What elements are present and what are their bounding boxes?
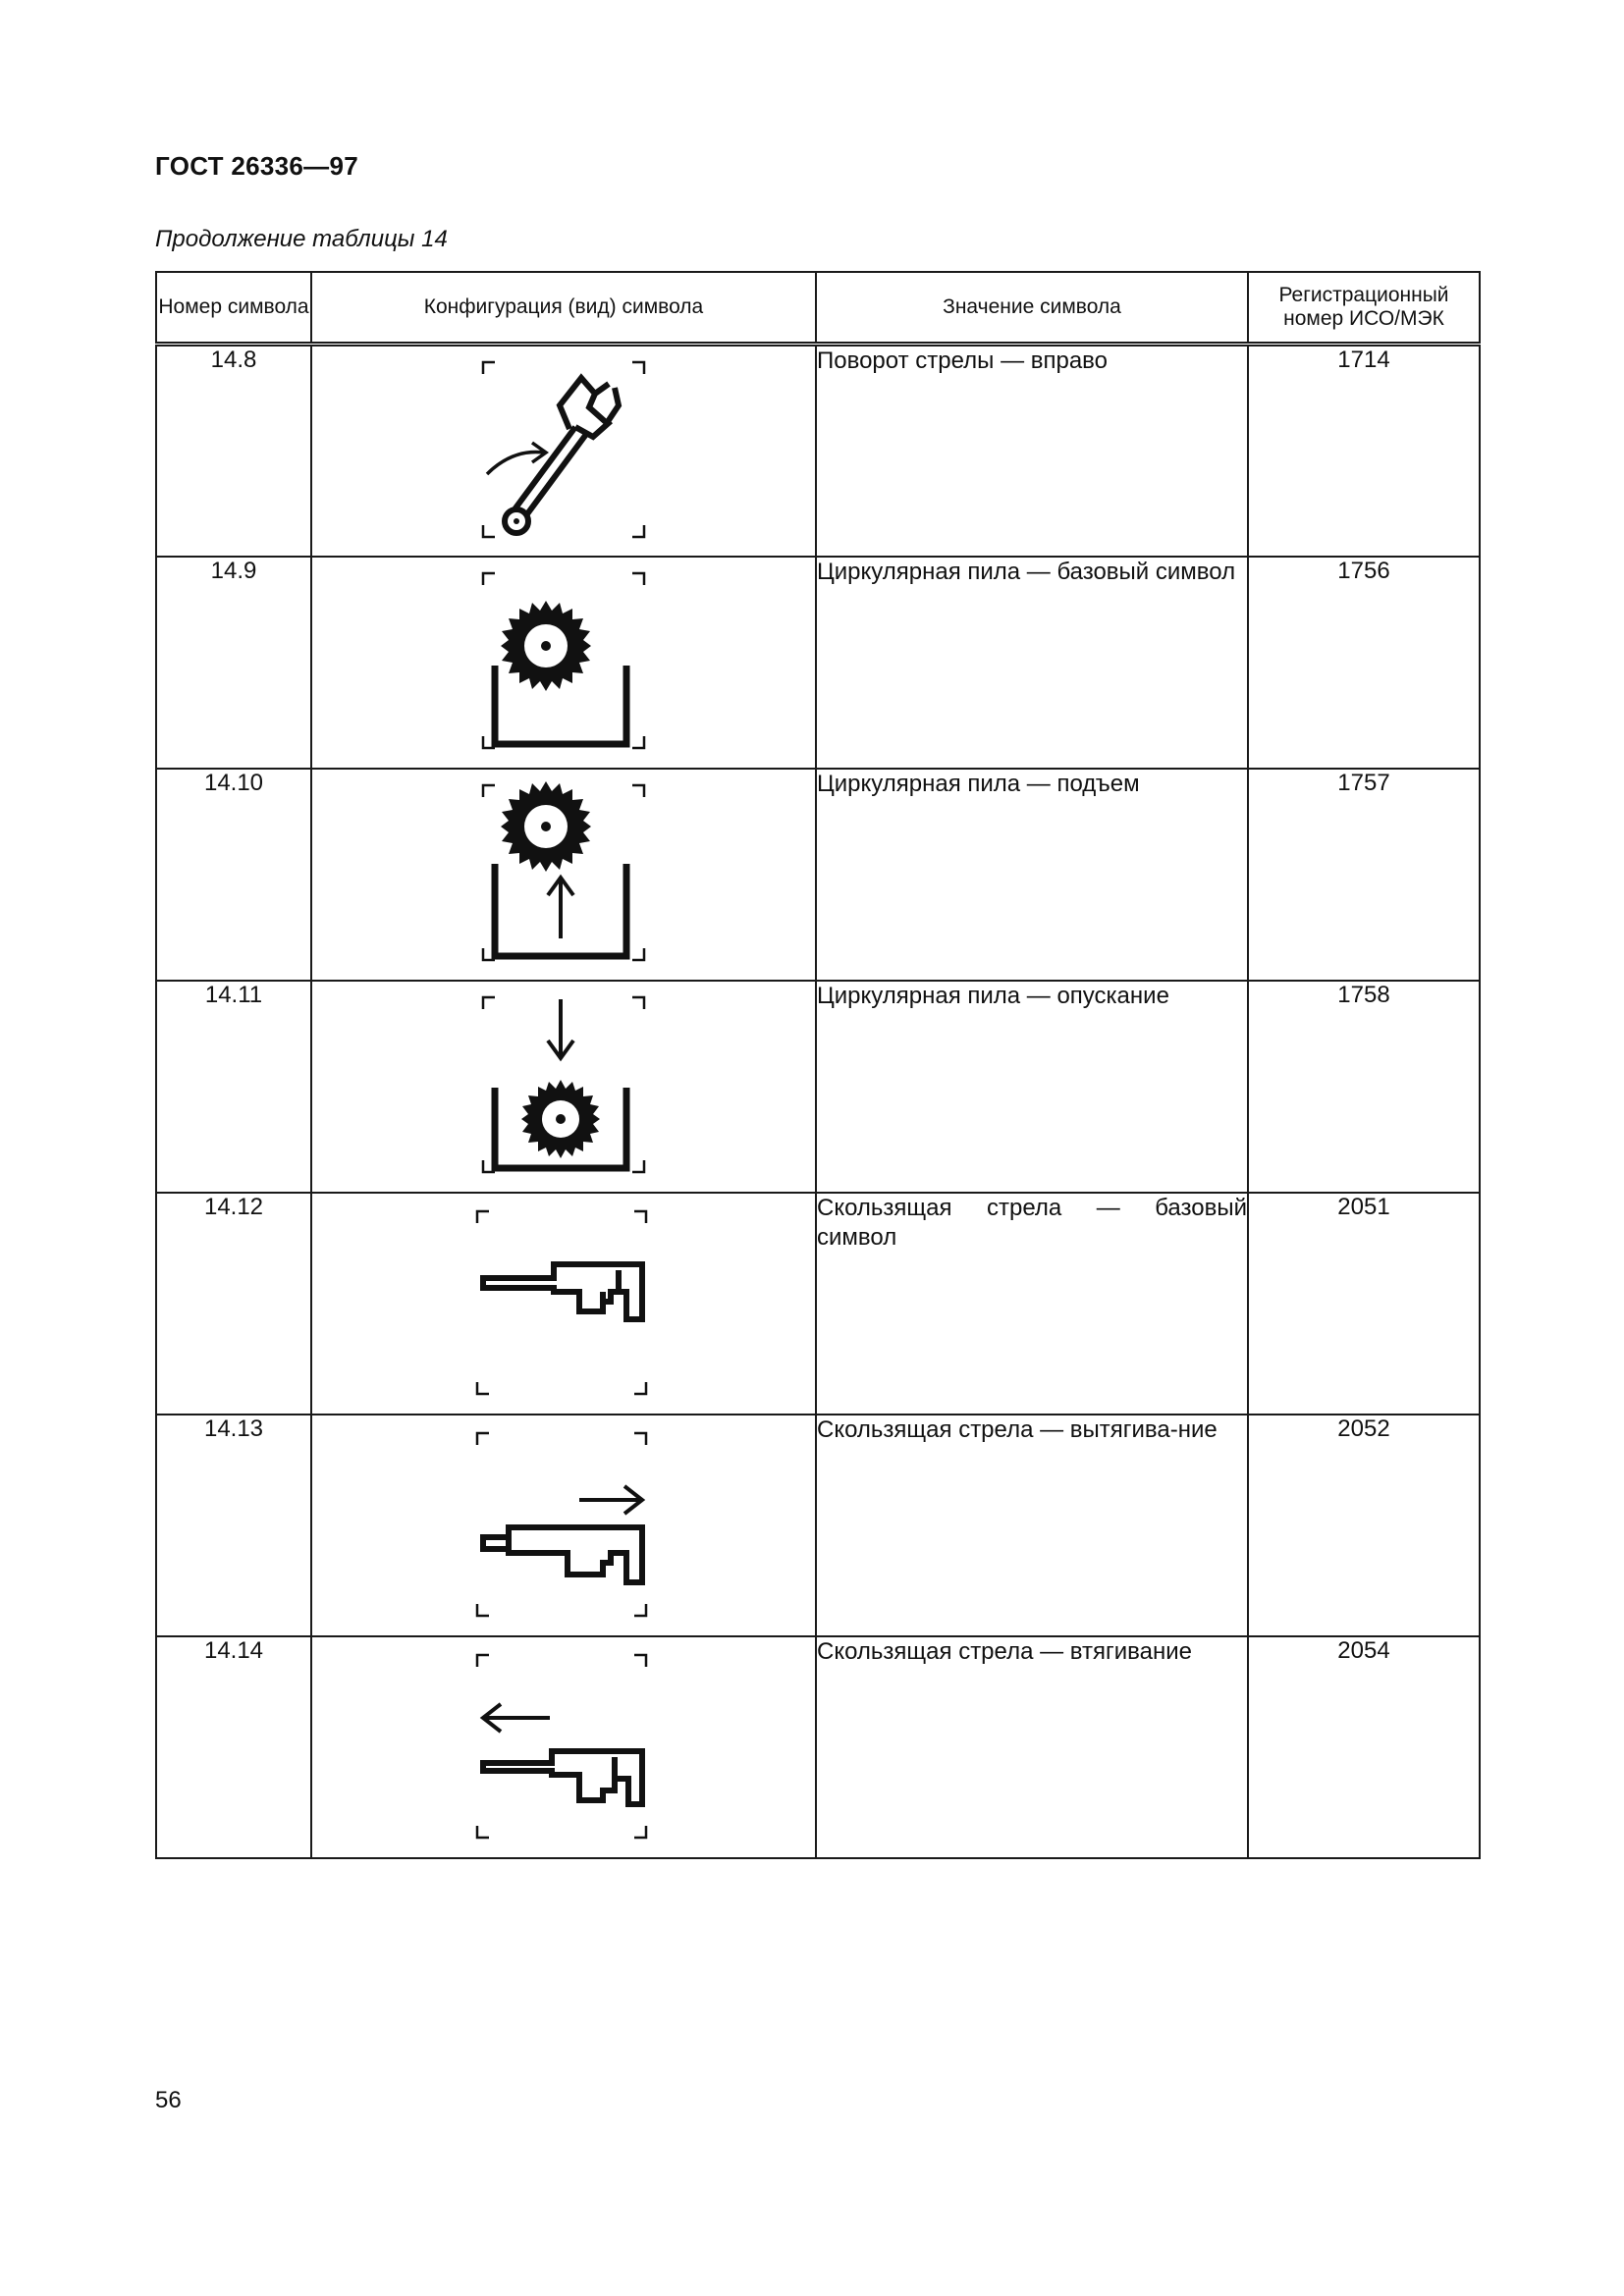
row-number: 14.9 <box>156 557 311 769</box>
table-row <box>156 981 1480 1193</box>
row-number: 14.13 <box>156 1415 311 1636</box>
registration-number: 1756 <box>1248 557 1480 769</box>
symbol-meaning: Скользящая стрела — вытягива-ние <box>816 1415 1248 1636</box>
col-header-num: Номер символа <box>156 272 311 345</box>
table-header-row <box>156 272 1480 345</box>
col-header-reg: Регистрационный номер ИСО/МЭК <box>1248 272 1480 345</box>
symbol-meaning: Поворот стрелы — вправо <box>816 345 1248 557</box>
sliding-boom-retract-icon <box>465 1637 662 1853</box>
sliding-boom-extend-icon <box>465 1415 662 1631</box>
sliding-boom-icon <box>465 1194 662 1410</box>
row-number: 14.14 <box>156 1636 311 1858</box>
boom-swing-right-icon <box>465 347 662 553</box>
row-number: 14.12 <box>156 1193 311 1415</box>
registration-number: 2054 <box>1248 1636 1480 1858</box>
col-header-meaning: Значение символа <box>816 272 1248 345</box>
table-row <box>156 557 1480 769</box>
registration-number: 2052 <box>1248 1415 1480 1636</box>
symbol-meaning: Циркулярная пила — подъем <box>816 769 1248 981</box>
document-title: ГОСТ 26336—97 <box>155 151 358 181</box>
circular-saw-icon <box>465 558 662 764</box>
registration-number: 1757 <box>1248 769 1480 981</box>
circular-saw-raise-icon <box>465 770 662 976</box>
circular-saw-lower-icon <box>465 982 662 1188</box>
registration-number: 1714 <box>1248 345 1480 557</box>
table-row <box>156 769 1480 981</box>
symbol-meaning: Циркулярная пила — опускание <box>816 981 1248 1193</box>
symbols-table <box>155 271 1481 1859</box>
table-row <box>156 345 1480 557</box>
table-caption: Продолжение таблицы 14 <box>155 226 448 252</box>
registration-number: 2051 <box>1248 1193 1480 1415</box>
registration-number: 1758 <box>1248 981 1480 1193</box>
col-header-config: Конфигурация (вид) символа <box>311 272 816 345</box>
symbol-meaning: Скользящая стрела — базовый символ <box>816 1193 1248 1415</box>
row-number: 14.10 <box>156 769 311 981</box>
symbol-meaning: Скользящая стрела — втягивание <box>816 1636 1248 1858</box>
table-row <box>156 1193 1480 1415</box>
table-row <box>156 1415 1480 1636</box>
symbol-meaning: Циркулярная пила — базовый символ <box>816 557 1248 769</box>
row-number: 14.11 <box>156 981 311 1193</box>
table-row <box>156 1636 1480 1858</box>
page-number: 56 <box>155 2087 182 2113</box>
row-number: 14.8 <box>156 345 311 557</box>
